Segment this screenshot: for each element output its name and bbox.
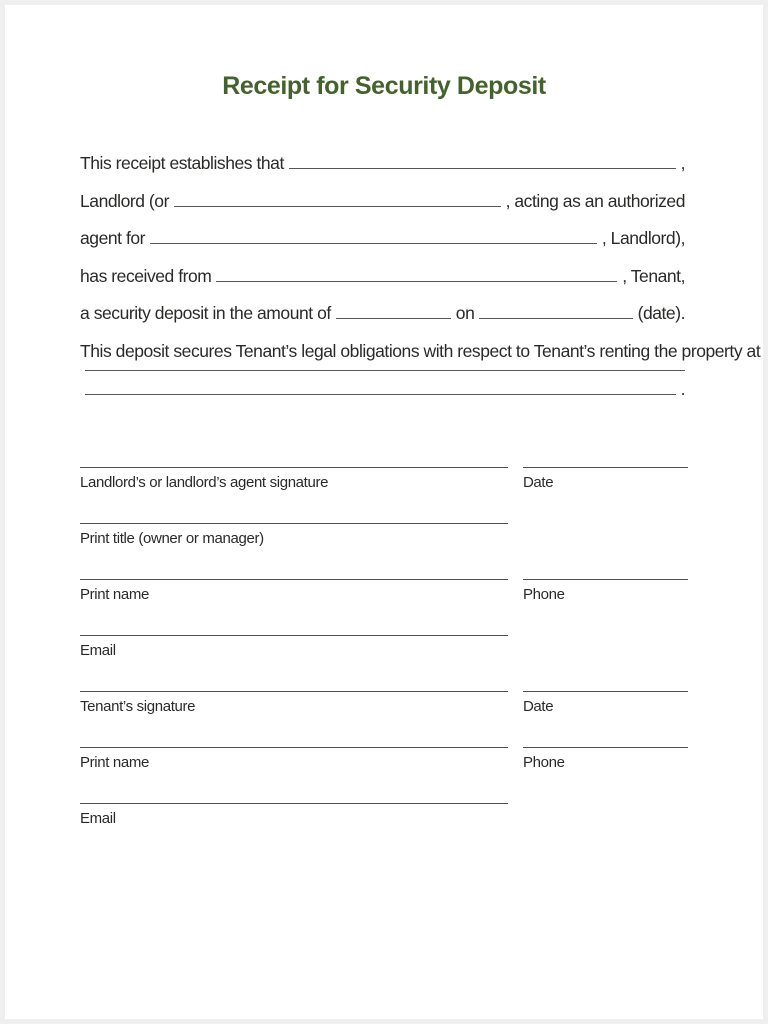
line5-text-after: (date). xyxy=(637,303,685,323)
form-line-amount-date xyxy=(80,295,685,333)
tenant-print-name-cell xyxy=(80,747,508,771)
document-page xyxy=(5,5,763,1019)
empty-cell xyxy=(523,523,688,547)
signature-row-landlord-name-phone xyxy=(80,579,688,603)
landlord-phone-cell xyxy=(523,579,688,603)
tenant-print-name-label: Print name xyxy=(80,753,150,771)
tenant-phone-cell xyxy=(523,747,688,771)
form-line-landlord-or xyxy=(80,183,685,221)
page-title: Receipt for Security Deposit xyxy=(222,72,546,100)
blank-authorized-agent-name[interactable] xyxy=(174,206,501,207)
form-line-property-address-3 xyxy=(80,371,685,409)
line4-text: has received from xyxy=(80,265,212,286)
blank-property-address-2[interactable] xyxy=(85,370,685,371)
line5-text-mid: on xyxy=(455,303,475,323)
landlord-signature-label: Landlord’s or landlord’s agent signature xyxy=(80,473,329,491)
landlord-print-title-cell xyxy=(80,523,508,547)
form-line-property-address-2 xyxy=(80,370,685,371)
form-line-agent-for xyxy=(80,220,685,258)
signature-section xyxy=(80,467,688,827)
signature-row-landlord-email xyxy=(80,635,688,659)
form-line-received-from xyxy=(80,258,685,296)
tenant-email-cell xyxy=(80,803,508,827)
line1-punctuation: , xyxy=(680,153,685,173)
landlord-signature-cell xyxy=(80,467,508,491)
line4-text-after: , Tenant, xyxy=(622,265,685,286)
line6-text: This deposit secures Tenant’s legal obligations with respect to Tenant’s renting the property at xyxy=(80,340,761,361)
blank-property-address-3[interactable] xyxy=(85,394,676,395)
blank-principal-landlord-name[interactable] xyxy=(150,243,597,244)
tenant-signature-cell xyxy=(80,691,508,715)
landlord-email-label: Email xyxy=(80,641,116,659)
signature-row-tenant-signature xyxy=(80,691,688,715)
line2-text-after: , acting as an authorized xyxy=(505,190,685,211)
empty-cell xyxy=(523,635,688,659)
signature-row-print-title xyxy=(80,523,688,547)
line8-punctuation: . xyxy=(680,379,685,399)
tenant-date-cell xyxy=(523,691,688,715)
tenant-signature-block xyxy=(80,691,688,827)
landlord-print-title-label: Print title (owner or manager) xyxy=(80,529,264,547)
tenant-email-label: Email xyxy=(80,809,116,827)
form-line-property-intro xyxy=(80,333,761,371)
landlord-date-label: Date xyxy=(522,473,554,491)
line3-text: agent for xyxy=(80,228,146,248)
landlord-date-cell xyxy=(523,467,688,491)
tenant-signature-label: Tenant’s signature xyxy=(80,697,196,715)
tenant-date-label: Date xyxy=(522,697,554,715)
line2-text: Landlord (or xyxy=(80,190,169,211)
line5-text: a security deposit in the amount of xyxy=(80,303,331,323)
landlord-print-name-label: Print name xyxy=(80,585,150,603)
blank-deposit-amount[interactable] xyxy=(336,318,451,319)
landlord-email-cell xyxy=(80,635,508,659)
blank-deposit-date[interactable] xyxy=(479,318,632,319)
tenant-phone-label: Phone xyxy=(522,753,565,771)
landlord-signature-block xyxy=(80,467,688,659)
blank-tenant-name[interactable] xyxy=(216,281,617,282)
signature-row-tenant-email xyxy=(80,803,688,827)
signature-row-tenant-name-phone xyxy=(80,747,688,771)
form-line-establishes xyxy=(80,145,685,183)
blank-landlord-name[interactable] xyxy=(289,168,676,169)
landlord-print-name-cell xyxy=(80,579,508,603)
intro-paragraph xyxy=(80,145,761,409)
line1-text: This receipt establishes that xyxy=(80,153,284,173)
landlord-phone-label: Phone xyxy=(522,585,565,603)
empty-cell xyxy=(523,803,688,827)
line3-text-after: , Landlord), xyxy=(601,228,685,248)
signature-row-landlord-signature xyxy=(80,467,688,491)
